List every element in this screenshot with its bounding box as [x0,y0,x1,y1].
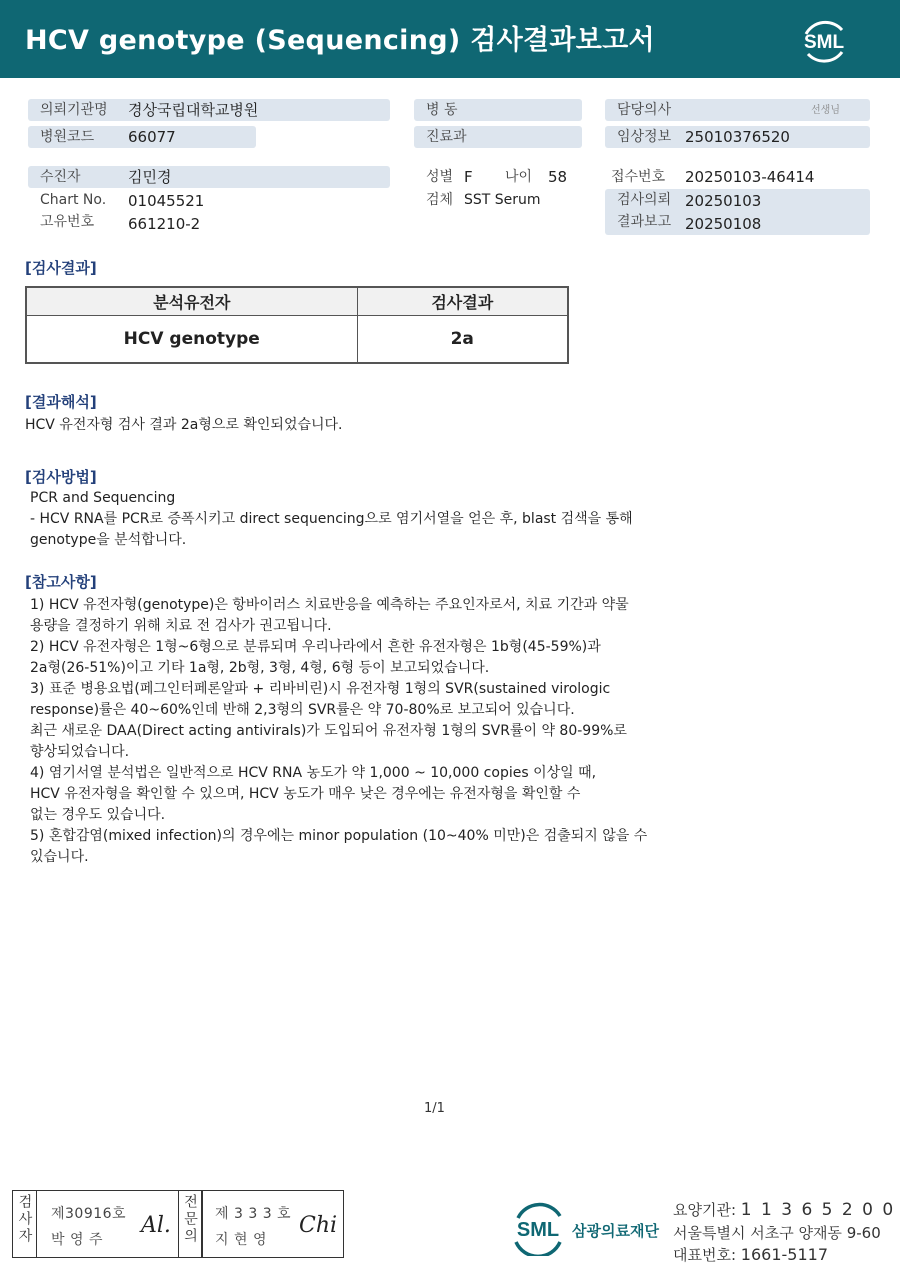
doctor-row [605,99,870,121]
method-heading: [검사방법] [25,468,97,486]
note-line: 3) 표준 병용요법(페그인터페론알파 + 리바비린)시 유전자형 1형의 SVR(sustained virologic [30,681,611,697]
patient-value: 김민경 [128,168,172,186]
institution-label: 의뢰기관명 [40,102,108,118]
specialist-signature: Chi [299,1213,338,1238]
sml-logo-text: SML [803,32,845,53]
clinical-value: 25010376520 [685,128,790,146]
note-line: 1) HCV 유전자형(genotype)은 항바이러스 치료반응을 예측하는 주요인자로서, 치료 기간과 약물 [30,597,629,613]
receipt-value: 20250103-46414 [685,168,815,186]
note-line: 최근 새로운 DAA(Direct acting antivirals)가 도입되어 유전자형 1형의 SVR률이 약 80-99%로 [30,723,627,739]
specialist-number: 제 3 3 3 호 [215,1206,292,1222]
patient-row [28,166,390,188]
note-line: 있습니다. [30,849,89,865]
page-number: 1/1 [424,1101,445,1116]
chart-label: Chart No. [40,192,107,208]
dept-row [414,126,582,148]
col-gene-header: 분석유전자 [26,287,357,315]
examiner-number: 제30916호 [51,1206,127,1222]
method-line: - HCV RNA를 PCR로 증폭시키고 direct sequencing으로 염기서열을 얻은 후, blast 검색을 통해 [30,511,633,527]
specimen-label: 검체 [426,192,454,208]
note-line: 향상되었습니다. [30,744,130,760]
phone-number: 1661-5117 [740,1245,829,1264]
results-table [25,286,569,364]
facility-code-line [673,1199,895,1220]
interpretation-heading: [결과해석] [25,393,97,411]
address: 서울특별시 서초구 양재동 9-60 [673,1224,881,1242]
sml-footer-logo-text: SML [516,1219,560,1241]
note-line: 5) 혼합감염(mixed infection)의 경우에는 minor population (10~40% 미만)은 검출되지 않을 수 [30,828,648,844]
examiner-label: 검사자 [13,1191,37,1257]
examiner-name: 박 영 주 [51,1232,103,1248]
note-line: 용량을 결정하기 위해 치료 전 검사가 권고됩니다. [30,618,332,634]
phone-label: 대표번호: [673,1246,741,1264]
note-line: HCV 유전자형을 확인할 수 있으며, HCV 농도가 매우 낮은 경우에는 유전자형을 확인할 수 [30,786,581,802]
receipt-label: 접수번호 [611,169,666,185]
interpretation-text: HCV 유전자형 검사 결과 2a형으로 확인되었습니다. [25,417,343,433]
clinical-label: 임상정보 [617,129,672,145]
sex-value: F [464,168,473,186]
note-line: 없는 경우도 있습니다. [30,807,166,823]
age-value: 58 [548,168,568,186]
signature-stamp [12,1190,344,1258]
method-line: PCR and Sequencing [30,490,176,506]
result-cell: 2a [357,315,568,363]
note-line: 4) 염기서열 분석법은 일반적으로 HCV RNA 농도가 약 1,000 ~ 10,000 copies 이상일 때, [30,765,597,781]
gene-cell: HCV genotype [26,315,357,363]
specimen-value: SST Serum [464,192,541,208]
facility-code: 1 1 3 6 5 2 0 0 [740,1200,896,1220]
ward-row [414,99,582,121]
hospital-code-label: 병원코드 [40,129,95,145]
report-title: HCV genotype (Sequencing) 검사결과보고서 [25,25,655,56]
id-value: 661210-2 [128,215,201,233]
col-result-header: 검사결과 [357,287,568,315]
dept-label: 진료과 [426,129,467,145]
foundation-name: 삼광의료재단 [572,1222,659,1240]
examiner-signature: Al. [141,1213,171,1238]
specialist-label: 전문의 [178,1191,202,1257]
age-label: 나이 [505,169,533,185]
id-label: 고유번호 [40,214,95,230]
doctor-suffix: 선생님 [811,105,840,116]
report-header [0,0,900,78]
table-row [26,315,568,363]
specialist-name: 지 현 영 [215,1232,267,1248]
note-line: 2) HCV 유전자형은 1형~6형으로 분류되며 우리나라에서 흔한 유전자형은 1b형(45-59%)과 [30,639,601,655]
phone-line [673,1244,828,1265]
doctor-label: 담당의사 [617,102,672,118]
requested-label: 검사의뢰 [617,192,672,208]
sml-logo [796,12,852,68]
sml-footer-logo [508,1200,568,1256]
results-heading: [검사결과] [25,259,97,277]
facility-code-label: 요양기관: [673,1201,741,1219]
reported-value: 20250108 [685,215,762,233]
requested-value: 20250103 [685,192,762,210]
hospital-code-value: 66077 [128,128,176,146]
notes-heading: [참고사항] [25,573,97,591]
institution-value: 경상국립대학교병원 [128,101,259,119]
method-line: genotype을 분석합니다. [30,532,187,548]
patient-label: 수진자 [40,169,81,185]
reported-label: 결과보고 [617,214,672,230]
chart-value: 01045521 [128,192,205,210]
note-line: response)률은 40~60%인데 반해 2,3형의 SVR률은 약 70-80%로 보고되어 있습니다. [30,702,575,718]
note-line: 2a형(26-51%)이고 기타 1a형, 2b형, 3형, 4형, 6형 등이 보고되었습니다. [30,660,490,676]
ward-label: 병 동 [426,102,458,118]
sex-label: 성별 [426,169,454,185]
